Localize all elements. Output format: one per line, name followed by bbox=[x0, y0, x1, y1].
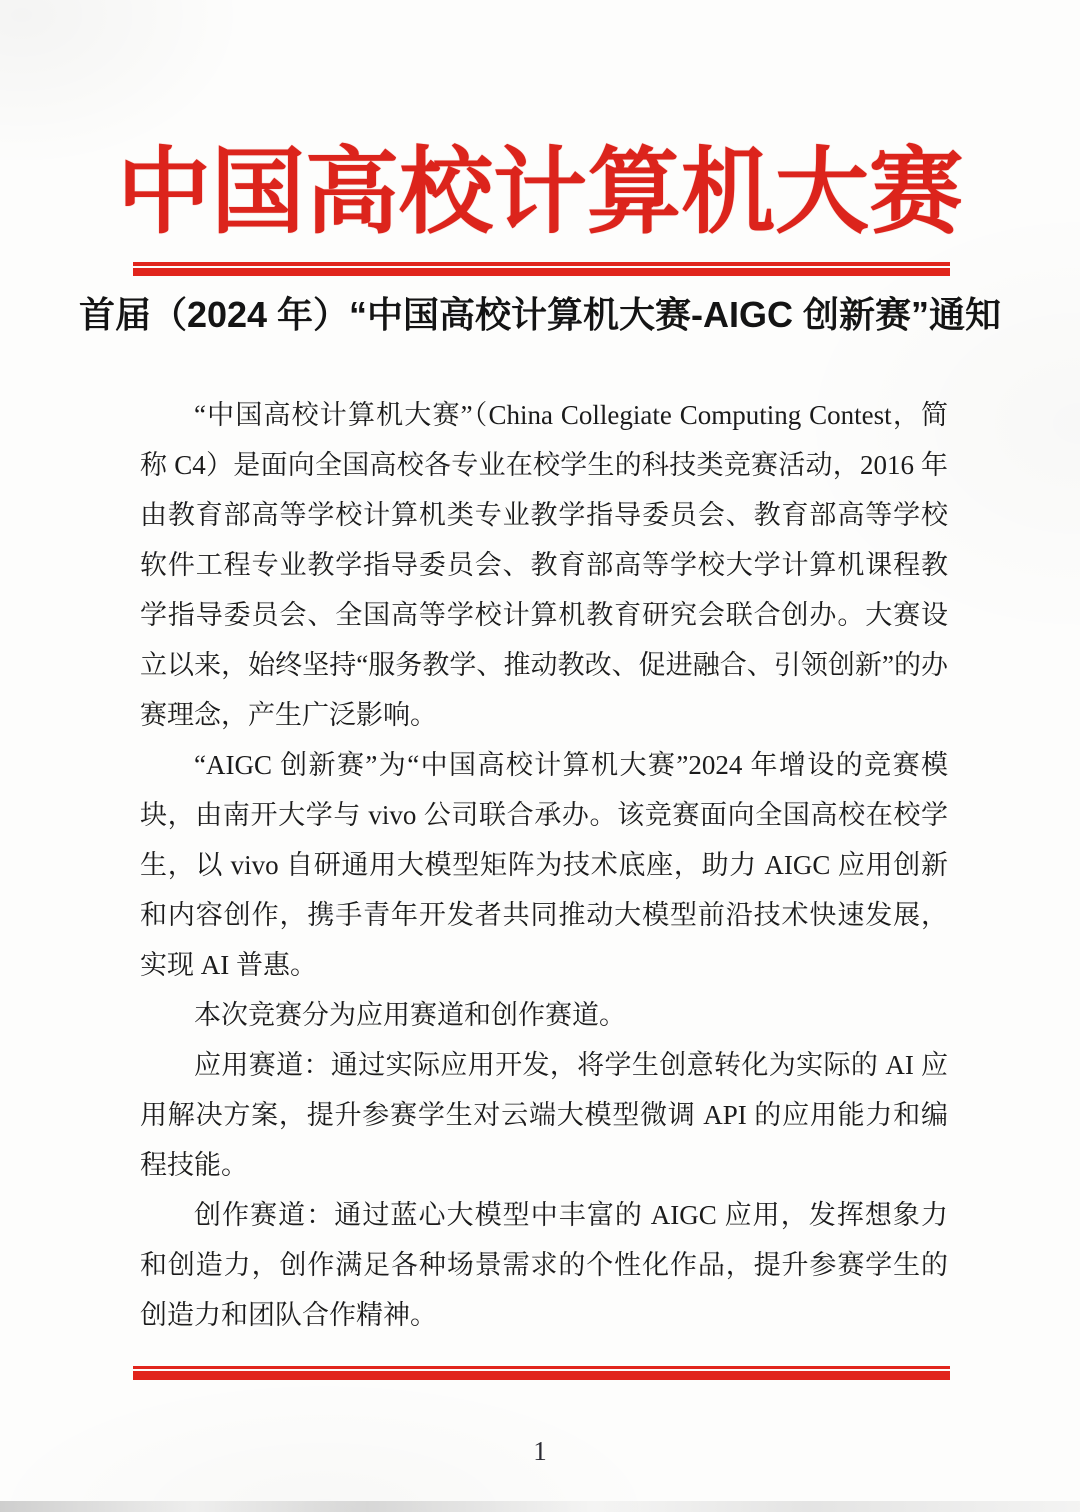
paragraph-contest-intro: “中国高校计算机大赛”（China Collegiate Computing Contest，简称 C4）是面向全国高校各专业在校学生的科技类竞赛活动，2016 年由教育部高等学校计算机类专业教学指导委员会、教育部高等学校软件工程专业教学指导委员会、教育部高等学校大学计算机课程教学指导委员会、全国高等学校计算机教育研究会联合创办。大赛设立以来，始终坚持“服务教学、推动教改、促进融合、引领创新”的办赛理念，产生广泛影响。 bbox=[140, 400, 948, 730]
masthead-title: 中国高校计算机大赛 bbox=[116, 137, 963, 247]
scan-edge-artifact bbox=[0, 1501, 1080, 1512]
masthead-divider-rule bbox=[133, 262, 950, 276]
paragraph-application-track: 应用赛道：通过实际应用开发，将学生创意转化为实际的 AI 应用解决方案，提升参赛学生对云端大模型微调 API 的应用能力和编程技能。 bbox=[140, 1050, 948, 1180]
paragraph-tracks-overview: 本次竞赛分为应用赛道和创作赛道。 bbox=[194, 1000, 626, 1030]
page-number: 1 bbox=[533, 1436, 547, 1466]
notice-body bbox=[140, 390, 948, 1340]
notice-title: 首届（2024 年）“中国高校计算机大赛-AIGC 创新赛”通知 bbox=[78, 294, 1002, 335]
footer-divider-rule bbox=[133, 1366, 950, 1380]
paragraph-aigc-module: “AIGC 创新赛”为“中国高校计算机大赛”2024 年增设的竞赛模块，由南开大学与 vivo 公司联合承办。该竞赛面向全国高校在校学生，以 vivo 自研通用大模型矩阵为技术底座，助力 AIGC 应用创新和内容创作，携手青年开发者共同推动大模型前沿技术快速发展，实现 AI 普惠。 bbox=[140, 750, 948, 980]
paragraph-creation-track: 创作赛道：通过蓝心大模型中丰富的 AIGC 应用，发挥想象力和创造力，创作满足各种场景需求的个性化作品，提升参赛学生的创造力和团队合作精神。 bbox=[140, 1200, 948, 1330]
